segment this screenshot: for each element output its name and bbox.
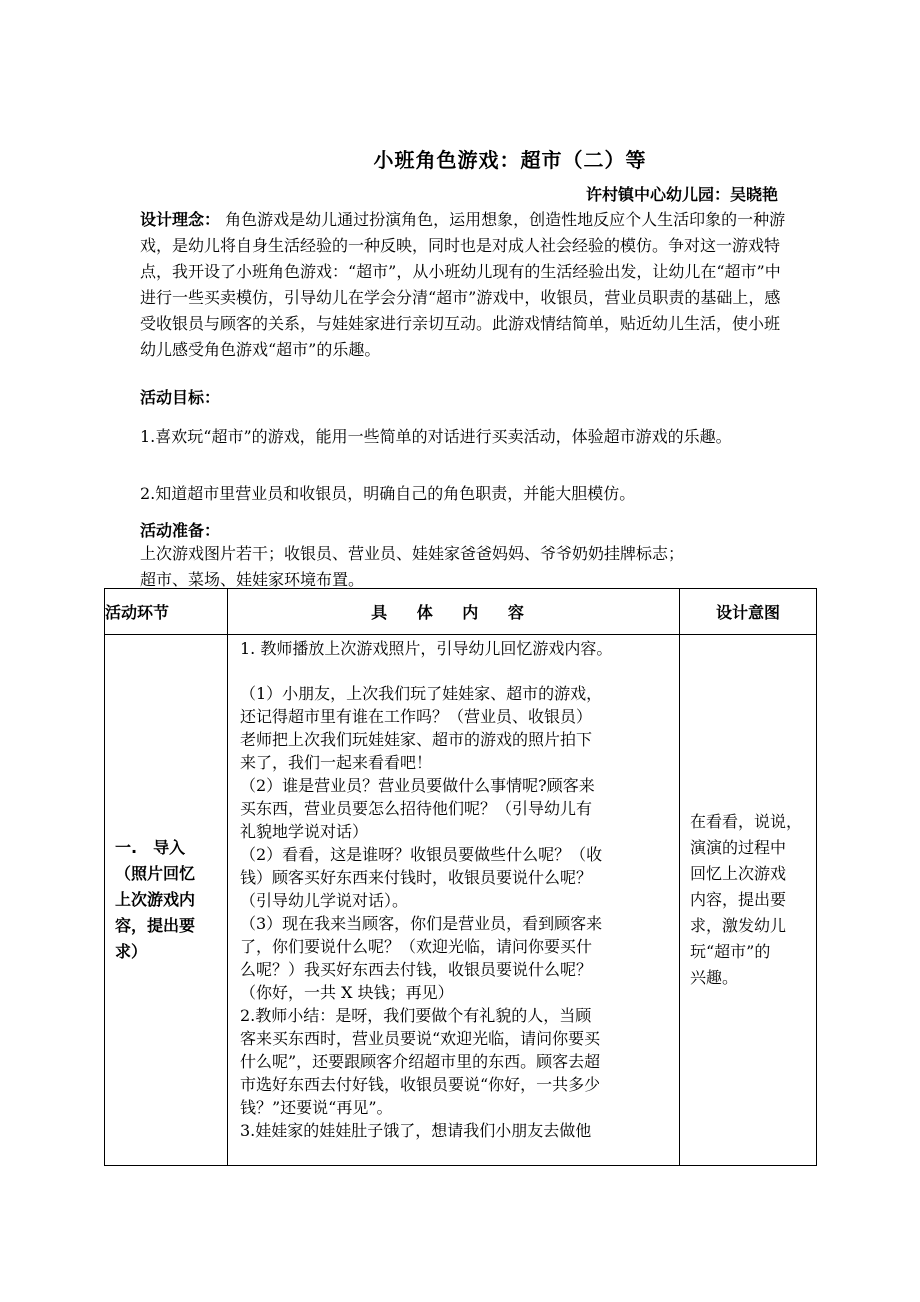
content-line: 市选好东西去付好钱，收银员要说“你好，一共多少 — [240, 1075, 601, 1094]
goal-item: 1.喜欢玩“超市”的游戏，能用一些简单的对话进行买卖活动，体验超市游戏的乐趣。 — [140, 427, 732, 446]
author-line: 许村镇中心幼儿园：吴晓艳 — [585, 185, 778, 204]
content-line: （2）谁是营业员？营业员要做什么事情呢?顾客来 — [240, 776, 595, 795]
stage-line: 上次游戏内 — [115, 890, 196, 909]
header-intent: 设计意图 — [680, 589, 817, 635]
goals-heading: 活动目标： — [140, 388, 221, 407]
content-line: 钱）顾客买好东西来付钱时，收银员要说什么呢？ — [240, 868, 593, 887]
stage-line: （照片回忆 — [115, 864, 196, 883]
intent-line: 演演的过程中 — [690, 838, 787, 857]
design-concept-paragraph — [140, 207, 790, 363]
content-line: 钱？”还要说“再见”。 — [240, 1098, 393, 1117]
intent-line: 内容，提出要 — [690, 890, 787, 909]
header-stage: 活动环节 — [105, 589, 228, 635]
content-line: 老师把上次我们玩娃娃家、超市的游戏的照片拍下 — [240, 730, 593, 749]
content-line: （2）看看，这是谁呀？收银员要做些什么呢？（收 — [240, 845, 603, 864]
document-title: 小班角色游戏：超市（二）等 — [373, 148, 647, 172]
goal-item: 2.知道超市里营业员和收银员，明确自己的角色职责，并能大胆模仿。 — [140, 484, 636, 503]
intent-line: 玩“超市”的 — [690, 942, 771, 961]
content-spacer — [240, 660, 671, 682]
stage-line: 一. 导入 — [115, 838, 186, 857]
prep-line: 上次游戏图片若干；收银员、营业员、娃娃家爸爸妈妈、爷爷奶奶挂牌标志； — [140, 544, 685, 563]
table-row — [105, 635, 817, 1166]
prep-heading: 活动准备： — [140, 521, 221, 540]
content-line: 还记得超市里有谁在工作吗？（营业员、收银员） — [240, 707, 593, 726]
content-line: 么呢？）我买好东西去付钱，收银员要说什么呢？ — [240, 960, 593, 979]
concept-text: 角色游戏是幼儿通过扮演角色，运用想象，创造性地反应个人生活印象的一种游戏，是幼儿将自身生活经验的一种反映，同时也是对成人社会经验的模仿。争对这一游戏特点，我开设了小班角色游戏：“超市”，从小班幼儿现有的生活经验出发，让幼儿在“超市”中进行一些买卖模仿，引导幼儿在学会分清“超市”游戏中，收银员，营业员职责的基础上，感受收银员与顾客的关系，与娃娃家进行亲切互动。此游戏情结简单，贴近幼儿生活，使小班幼儿感受角色游戏“超市”的乐趣。 — [140, 210, 786, 359]
stage-line: 求） — [115, 942, 148, 961]
content-line: 3.娃娃家的娃娃肚子饿了，想请我们小朋友去做他 — [240, 1121, 592, 1140]
content-line: 买东西，营业员要怎么招待他们呢？（引导幼儿有 — [240, 799, 593, 818]
activity-table — [104, 588, 817, 1166]
content-line: 2.教师小结：是呀，我们要做个有礼貌的人，当顾 — [240, 1006, 592, 1025]
intent-cell — [680, 635, 817, 1166]
content-line: （1）小朋友，上次我们玩了娃娃家、超市的游戏， — [240, 684, 603, 703]
content-line: 了，你们要说什么呢？（欢迎光临，请问你要买什 — [240, 937, 593, 956]
content-line: （你好，一共 X 块钱；再见） — [240, 983, 454, 1002]
content-line: 礼貌地学说对话） — [240, 822, 369, 841]
content-line: 1. 教师播放上次游戏照片，引导幼儿回忆游戏内容。 — [240, 639, 613, 658]
content-line: （3）现在我来当顾客，你们是营业员，看到顾客来 — [240, 914, 603, 933]
intent-line: 求，激发幼儿 — [690, 916, 787, 935]
content-line: 来了，我们一起来看看吧！ — [240, 753, 433, 772]
intent-line: 在看看，说说， — [690, 812, 803, 831]
content-line: （引导幼儿学说对话）。 — [240, 891, 409, 910]
prep-paragraph — [140, 541, 790, 593]
content-cell — [228, 635, 680, 1166]
prep-line: 超市、菜场、娃娃家环境布置。 — [140, 570, 365, 589]
table-header-row — [105, 589, 817, 635]
content-line: 客来买东西时，营业员要说“欢迎光临，请问你要买 — [240, 1029, 601, 1048]
concept-label: 设计理念： — [140, 210, 221, 229]
stage-cell — [105, 635, 228, 1166]
content-line: 什么呢”，还要跟顾客介绍超市里的东西。顾客去超 — [240, 1052, 601, 1071]
stage-line: 容，提出要 — [115, 916, 196, 935]
intent-line: 兴趣。 — [690, 968, 739, 987]
intent-line: 回忆上次游戏 — [690, 864, 787, 883]
header-content: 具 体 内 容 — [228, 589, 680, 635]
